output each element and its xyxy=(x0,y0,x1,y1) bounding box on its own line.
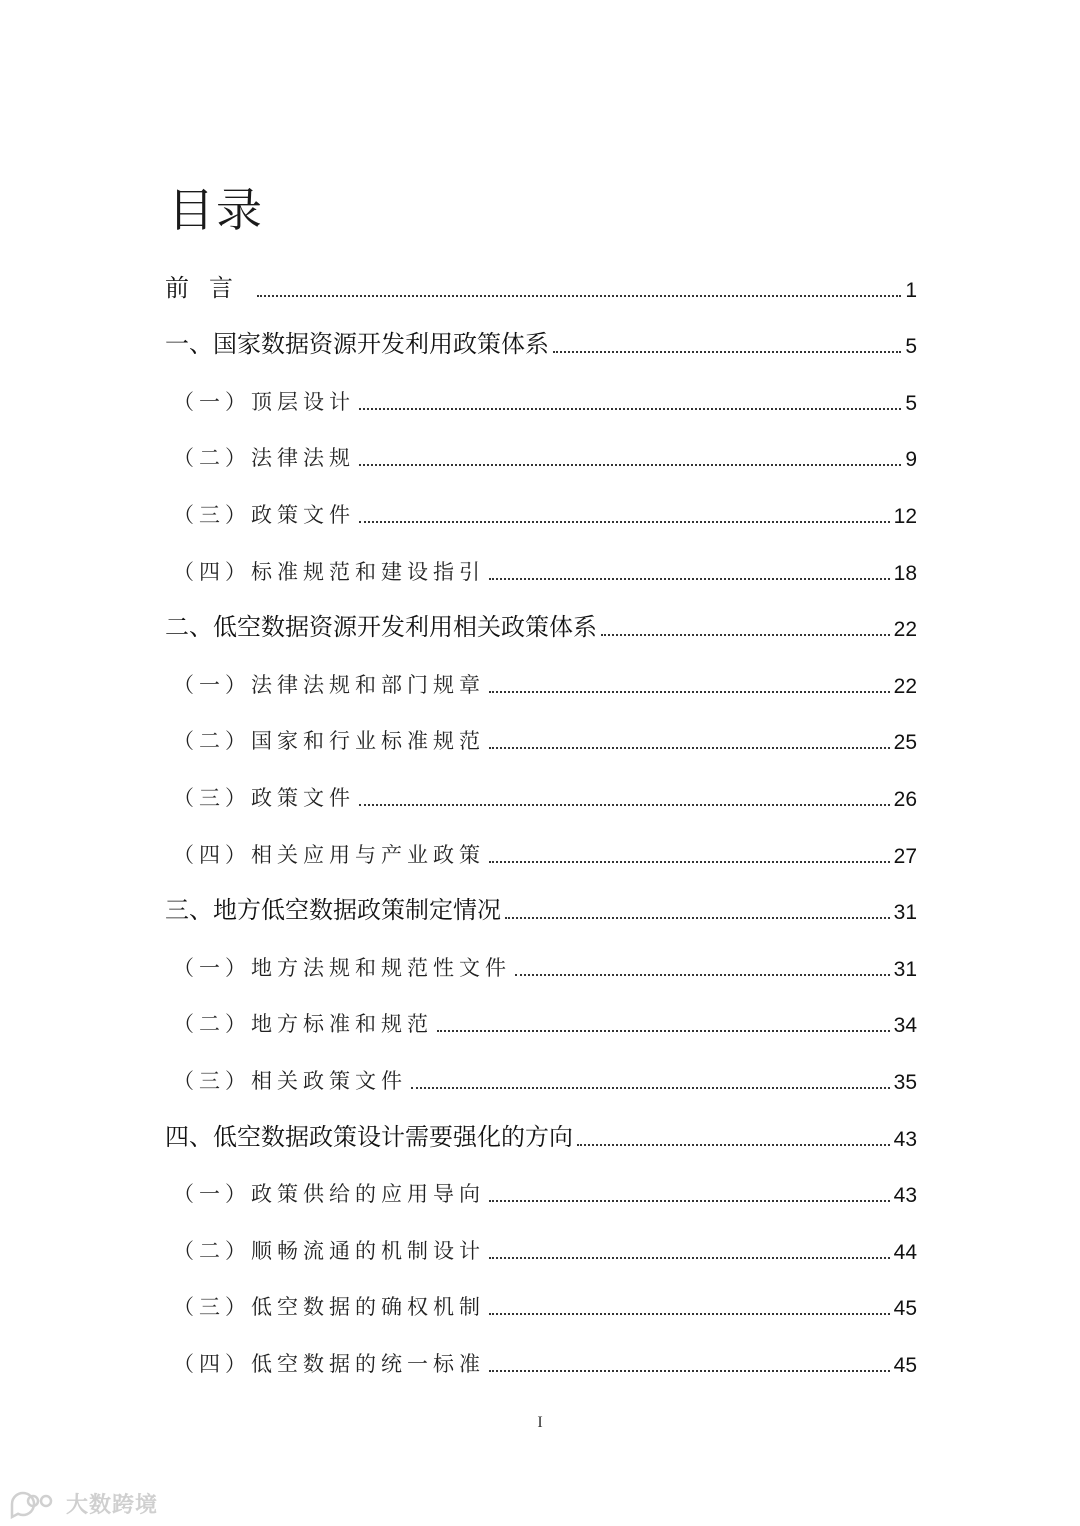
toc-dot-leader xyxy=(577,1144,890,1146)
toc-dot-leader xyxy=(505,917,890,919)
toc-entry-page: 31 xyxy=(893,957,917,981)
toc-entry-page: 18 xyxy=(893,561,917,585)
toc-section-entry[interactable] xyxy=(165,709,917,766)
toc-entry-label: 三、地方低空数据政策制定情况 xyxy=(165,896,501,925)
toc-entry-page: 1 xyxy=(905,278,917,302)
toc-entry-label: （一）政策供给的应用导向 xyxy=(173,1182,485,1207)
toc-dot-leader xyxy=(359,521,890,523)
toc-section-entry[interactable] xyxy=(165,1331,917,1388)
table-of-contents xyxy=(165,256,917,1388)
toc-entry-label: （四）标准规范和建设指引 xyxy=(173,559,485,584)
toc-entry-label: （一）顶层设计 xyxy=(173,389,355,414)
toc-section-entry[interactable] xyxy=(165,1048,917,1105)
toc-entry-label: 一、国家数据资源开发利用政策体系 xyxy=(165,330,549,359)
toc-chapter-entry[interactable] xyxy=(165,879,917,936)
toc-dot-leader xyxy=(489,861,890,863)
toc-chapter-entry[interactable] xyxy=(165,596,917,653)
toc-section-entry[interactable] xyxy=(165,482,917,539)
toc-section-entry[interactable] xyxy=(165,822,917,879)
toc-entry-label: （一）法律法规和部门规章 xyxy=(173,672,485,697)
toc-dot-leader xyxy=(515,974,890,976)
toc-entry-label: 四、低空数据政策设计需要强化的方向 xyxy=(165,1122,573,1151)
toc-dot-leader xyxy=(359,464,901,466)
toc-dot-leader xyxy=(411,1087,890,1089)
toc-chapter-entry[interactable] xyxy=(165,256,917,313)
toc-section-entry[interactable] xyxy=(165,539,917,596)
toc-entry-page: 22 xyxy=(893,674,917,698)
toc-entry-page: 27 xyxy=(893,844,917,868)
toc-entry-page: 26 xyxy=(893,787,917,811)
toc-entry-page: 5 xyxy=(905,335,917,359)
toc-dot-leader xyxy=(437,1030,890,1032)
toc-dot-leader xyxy=(359,408,901,410)
page-number: I xyxy=(537,1414,543,1431)
toc-dot-leader xyxy=(489,691,890,693)
toc-section-entry[interactable] xyxy=(165,652,917,709)
toc-dot-leader xyxy=(489,747,890,749)
toc-dot-leader xyxy=(489,578,890,580)
toc-dot-leader xyxy=(489,1313,890,1315)
toc-section-entry[interactable] xyxy=(165,1275,917,1332)
toc-entry-page: 43 xyxy=(893,1184,917,1208)
toc-dot-leader xyxy=(489,1370,890,1372)
toc-section-entry[interactable] xyxy=(165,1218,917,1275)
toc-dot-leader xyxy=(489,1257,890,1259)
toc-dot-leader xyxy=(257,295,901,297)
toc-chapter-entry[interactable] xyxy=(165,1105,917,1162)
toc-entry-page: 45 xyxy=(893,1353,917,1377)
toc-entry-page: 44 xyxy=(893,1240,917,1264)
toc-dot-leader xyxy=(359,804,890,806)
toc-entry-page: 34 xyxy=(893,1014,917,1038)
toc-dot-leader xyxy=(553,351,901,353)
toc-entry-page: 22 xyxy=(893,618,917,642)
toc-section-entry[interactable] xyxy=(165,1162,917,1219)
toc-entry-label: （三）政策文件 xyxy=(173,785,355,810)
page-title: 目录 xyxy=(168,183,264,237)
toc-dot-leader xyxy=(489,1200,890,1202)
toc-entry-page: 12 xyxy=(893,504,917,528)
toc-dot-leader xyxy=(601,634,890,636)
toc-entry-page: 25 xyxy=(893,731,917,755)
toc-section-entry[interactable] xyxy=(165,426,917,483)
toc-entry-label: 前言 xyxy=(165,273,253,302)
toc-entry-page: 45 xyxy=(893,1297,917,1321)
toc-entry-label: （三）低空数据的确权机制 xyxy=(173,1295,485,1320)
chat-bubble-logo-icon xyxy=(8,1489,60,1519)
toc-chapter-entry[interactable] xyxy=(165,313,917,370)
toc-entry-label: （一）地方法规和规范性文件 xyxy=(173,955,511,980)
toc-entry-label: （二）国家和行业标准规范 xyxy=(173,729,485,754)
toc-section-entry[interactable] xyxy=(165,369,917,426)
toc-entry-label: （三）政策文件 xyxy=(173,502,355,527)
toc-entry-label: （二）顺畅流通的机制设计 xyxy=(173,1238,485,1263)
toc-entry-page: 35 xyxy=(893,1070,917,1094)
toc-entry-label: （三）相关政策文件 xyxy=(173,1068,407,1093)
toc-section-entry[interactable] xyxy=(165,992,917,1049)
toc-entry-label: （二）地方标准和规范 xyxy=(173,1012,433,1037)
toc-entry-label: （二）法律法规 xyxy=(173,446,355,471)
toc-entry-page: 43 xyxy=(893,1127,917,1151)
toc-entry-page: 9 xyxy=(905,448,917,472)
toc-section-entry[interactable] xyxy=(165,765,917,822)
toc-entry-label: （四）低空数据的统一标准 xyxy=(173,1351,485,1376)
toc-entry-page: 31 xyxy=(893,901,917,925)
toc-section-entry[interactable] xyxy=(165,935,917,992)
watermark xyxy=(8,1488,158,1519)
watermark-text: 大数跨境 xyxy=(66,1493,159,1518)
toc-entry-page: 5 xyxy=(905,391,917,415)
toc-entry-label: （四）相关应用与产业政策 xyxy=(173,842,485,867)
toc-entry-label: 二、低空数据资源开发利用相关政策体系 xyxy=(165,613,597,642)
